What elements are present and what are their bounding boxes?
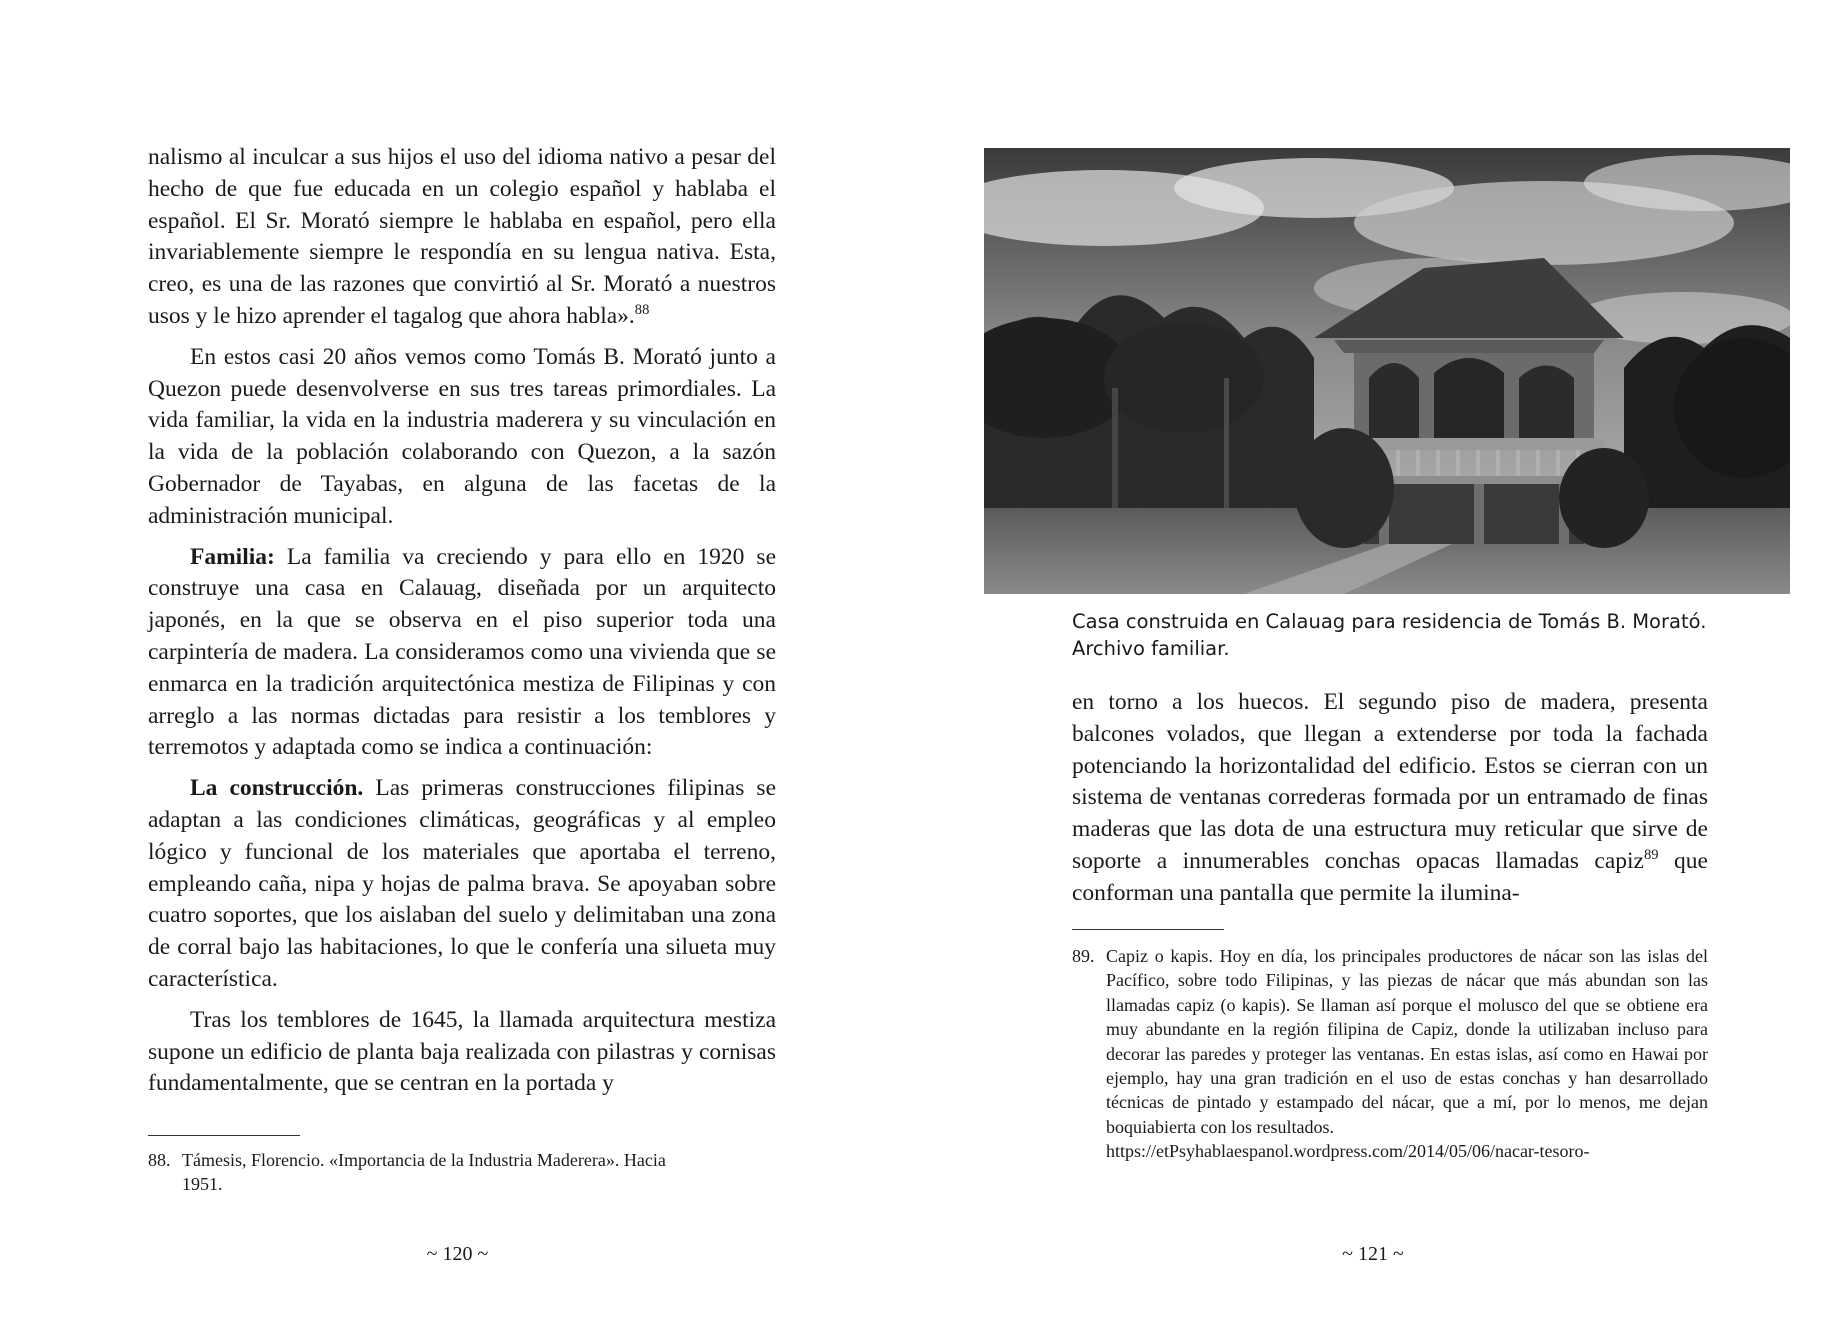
paragraph-1: nalismo al inculcar a sus hijos el uso del idioma nativo a pesar del hecho de que fue educada en un colegio español y hablaba el español. El Sr. Morató siempre le hablaba en español, pero ella invariablemente siempre le respondía en su lengua nativa. Esta, creo, es una de las razones que convirtió al Sr. Morató a nuestros usos y le hizo aprender el tagalog que ahora habla».$^{88}$: [148, 144, 776, 329]
footnote-url[interactable]: https://etPsyhablaespanol.wordpress.com/2014/05/06/nacar-tesoro-: [1106, 1141, 1590, 1162]
page-number: ~ 120 ~: [426, 1243, 489, 1265]
caption-line-1: Casa construida en Calauag para residencia de Tomás B. Morató.: [1072, 610, 1707, 633]
photo-caption: [1072, 608, 1712, 662]
footnote-ref-88[interactable]: 88: [634, 302, 650, 319]
caption-line-2: Archivo familiar.: [1072, 637, 1230, 660]
footnote-89: 89. Capiz o kapis. Hoy en día, los principales productores de nácar son las islas del Pacífico, sobre todo Filipinas, y las piezas de nácar que más abundan son las llamadas capiz (o kapis). Se llaman así porque el molusco del que se obtiene era muy abundante en la región filipina de Capiz, donde la utilizaban incluso para decorar las paredes y proteger las ventanas. En estas islas, así como en Hawai por ejemplo, hay una gran tradición en el uso de estas conchas y han desarrollado técnicas de pintado y estampado del nácar, que a mí, por lo menos, me dejan boquiabierta con los resultados. https://etPsyhablaespanol.wordpress.com/2014/05/06/nacar-tesoro-: [1072, 944, 1708, 1164]
house-photo: [984, 148, 1790, 594]
footnote-separator: [148, 1135, 300, 1136]
construccion-lead: La construcción.: [190, 775, 364, 802]
right-page: [915, 0, 1831, 1329]
footnote-number: 88.: [148, 1150, 171, 1170]
left-page: [0, 0, 915, 1329]
footnote-number: 89.: [1072, 946, 1095, 966]
paragraph-familia: Familia: La familia va creciendo y para ello en 1920 se construye una casa en Calauag, diseñada por un arquitecto japonés, en la que se observa en el piso superior toda una carpintería de madera. La consideramos como una vivienda que se enmarca en la tradición arquitectónica mestiza de Filipinas y con arreglo a las normas dictadas para resistir a los temblores y terremotos y adaptada como se indica a continuación:: [148, 543, 776, 761]
footnote-ref-89[interactable]: 89: [1643, 847, 1659, 864]
familia-lead: Familia:: [190, 543, 275, 570]
page-number: ~ 121 ~: [1342, 1243, 1404, 1265]
paragraph-construccion: La construcción. Las primeras construcciones filipinas se adaptan a las condiciones climáticas, geográficas y al empleo lógico y funcional de los materiales que aportaba el terreno, empleando caña, nipa y hojas de palma brava. Se apoyaban sobre cuatro soportes, que los aislaban del suelo y delimitaban una zona de corral bajo las habitaciones, lo que le confería una silueta muy característica.: [148, 775, 776, 992]
footnote-separator: [1072, 929, 1224, 930]
paragraph-2: En estos casi 20 años vemos como Tomás B. Morató junto a Quezon puede desenvolverse en sus tres tareas primordiales. La vida familiar, la vida en la industria maderera y su vinculación en la vida de la población colaborando con Quezon, a la sazón Gobernador de Tayabas, en alguna de las facetas de la administración municipal.: [148, 343, 776, 529]
footnote-88: 88. Támesis, Florencio. «Importancia de la Industria Maderera». Hacia 1951.: [148, 1150, 666, 1195]
paragraph-temblores: Tras los temblores de 1645, la llamada arquitectura mestiza supone un edificio de planta baja realizada con pilastras y cornisas fundamentalmente, que se centran en la portada y: [148, 1006, 776, 1097]
paragraph-continuation: en torno a los huecos. El segundo piso de madera, presenta balcones volados, que llegan a extenderse por toda la fachada potenciando la horizontalidad del edificio. Estos se cierran con un sistema de ventanas correderas formada por un entramado de finas maderas que las dota de una estructura muy reticular que sirve de soporte a innumerables conchas opacas llamadas capiz$^{89}$ que conforman una pantalla que permite la ilumina-: [1072, 689, 1708, 906]
left-body-text: [148, 142, 776, 1100]
right-body-text: [1072, 687, 1708, 910]
house-photo-image: [984, 148, 1790, 594]
